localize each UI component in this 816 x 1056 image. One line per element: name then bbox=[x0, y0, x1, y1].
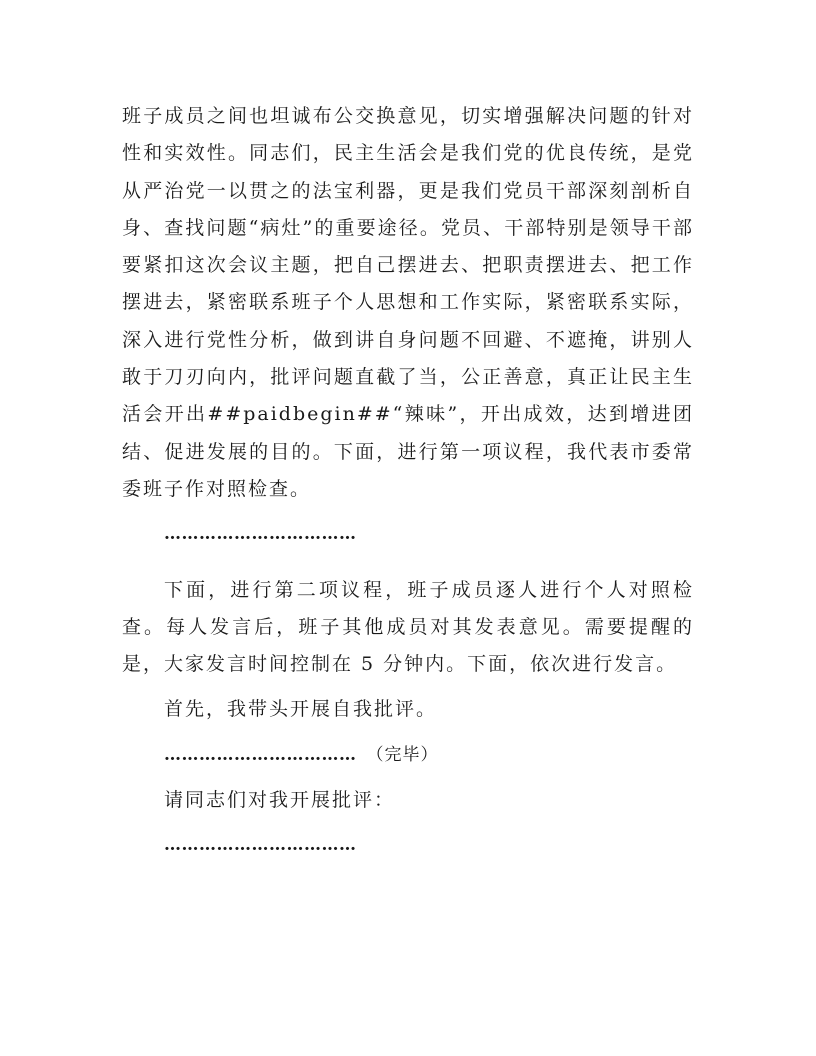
paragraph-request-criticism: 请同志们对我开展批评： bbox=[164, 789, 396, 812]
spacer bbox=[122, 729, 694, 737]
ellipsis-text: …………………………… bbox=[164, 835, 357, 856]
spacer bbox=[122, 819, 694, 827]
ellipsis-line bbox=[122, 737, 694, 774]
paragraph-opening: 班子成员之间也坦诚布公交换意见，切实增强解决问题的针对性和实效性。同志们，民主生活会是我们党的优良传统，是党从严治党一以贯之的法宝利器，更是我们党员干部深刻剖析自身、查找问题“病灶”的重要途径。党员、干部特别是领导干部要紧扣这次会议主题，把自己摆进去、把职责摆进去、把工作摆进去，紧密联系班子个人思想和工作实际，紧密联系实际，深入进行党性分析，做到讲自身问题不回避、不遮掩，讲别人敢于刀刃向内，批评问题直截了当，公正善意，真正让民主生活会开出##paidbegin##“辣味”，开出成效，达到增进团结、促进发展的目的。下面，进行第一项议程，我代表市委常委班子作对照检查。 bbox=[122, 105, 694, 500]
ellipsis-text: …………………………… bbox=[164, 524, 357, 545]
spacer bbox=[122, 508, 694, 516]
spacer bbox=[122, 554, 694, 572]
ellipsis-line bbox=[122, 516, 694, 553]
document-page bbox=[122, 98, 694, 865]
ellipsis-line bbox=[122, 827, 694, 864]
ellipsis-text: …………………………… bbox=[164, 744, 357, 765]
paragraph-second-agenda: 下面，进行第二项议程，班子成员逐人进行个人对照检查。每人发言后，班子其他成员对其发表意见。需要提醒的是，大家发言时间控制在 5 分钟内。下面，依次进行发言。 bbox=[122, 578, 694, 676]
paragraph-self-criticism: 首先，我带头开展自我批评。 bbox=[164, 698, 438, 721]
ellipsis-note: （完毕） bbox=[366, 744, 439, 765]
spacer bbox=[122, 683, 694, 691]
spacer bbox=[122, 774, 694, 782]
